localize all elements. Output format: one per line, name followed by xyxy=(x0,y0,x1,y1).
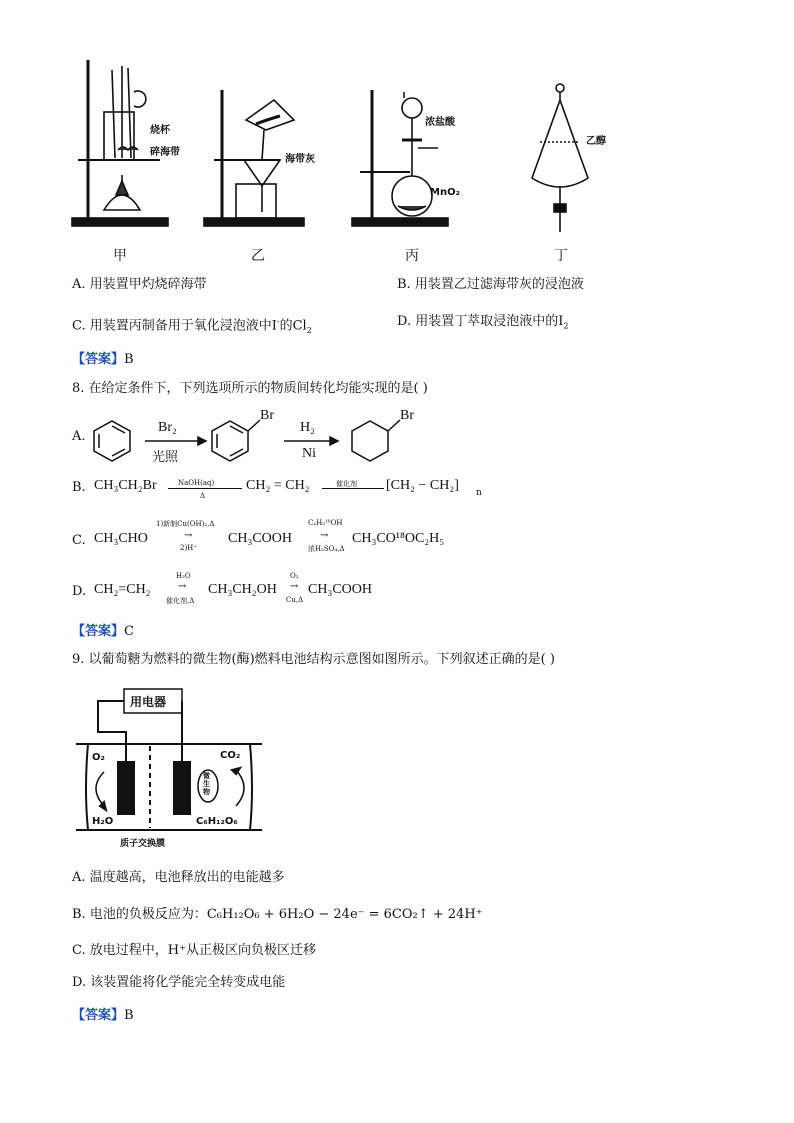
yi-label-ash: 海带灰 xyxy=(285,154,315,165)
q7-option-c: C. 用装置丙制备用于氧化浸泡液中I-的$Cl_2$ xyxy=(72,317,312,335)
q8a-br-2: Br xyxy=(400,408,414,423)
q8a-reagent-2: H₂ xyxy=(300,420,315,435)
q7-option-d: D. 用装置丁萃取浸泡液中的$I_2$ xyxy=(397,314,569,331)
q8d-r2: O₂ xyxy=(290,572,299,580)
q8-option-a-label: A. xyxy=(72,429,86,444)
q8c-arrow-2: → xyxy=(320,530,329,541)
q9-answer: 【答案】B xyxy=(72,1008,134,1023)
caption-yi: 乙 xyxy=(251,248,265,264)
bing-label-hcl: 浓盐酸 xyxy=(425,117,455,128)
q8a-reagent-1: Br₂ xyxy=(158,420,177,435)
caption-bing: 丙 xyxy=(405,248,419,264)
q7-answer: 【答案】B xyxy=(72,352,134,367)
q8c-s3: CH₃CO¹⁸OC₂H₅ xyxy=(352,531,445,546)
fuel-cell-device-label: 用电器 xyxy=(130,695,167,709)
q9-option-c: C. 放电过程中，H⁺从正极区向负极区迁移 xyxy=(72,943,316,958)
caption-jia: 甲 xyxy=(113,248,127,264)
q8d-s3: CH₃COOH xyxy=(308,582,372,597)
q8-option-b-label: B. xyxy=(72,480,86,495)
q8b-r2: 催化剂 xyxy=(336,480,357,488)
q7-option-b: B. 用装置乙过滤海带灰的浸泡液 xyxy=(397,277,584,292)
bing-label-mno2: MnO₂ xyxy=(430,187,460,198)
q8d-r1: H₂O xyxy=(176,572,191,580)
jia-label-seaweed: 碎海带 xyxy=(150,147,180,158)
q8c-r2: C₂H₅¹⁸OH xyxy=(308,519,343,527)
negative-electrode xyxy=(174,762,190,814)
q8b-s3: [CH₂ − CH₂] xyxy=(386,478,459,493)
q8c-r1: 1)新制Cu(OH)₂,Δ xyxy=(156,520,215,528)
fuel-cell-microbe: 微生物 xyxy=(203,771,210,796)
q9-stem: 9. 以葡萄糖为燃料的微生物(酶)燃料电池结构示意图如图所示。下列叙述正确的是( ) xyxy=(72,652,555,667)
q8d-c1: 催化剂,Δ xyxy=(166,597,195,605)
q8d-c2: Cu,Δ xyxy=(286,596,304,604)
q8c-s1: CH₃CHO xyxy=(94,531,148,546)
caption-ding: 丁 xyxy=(554,248,568,264)
q9-option-a: A. 温度越高，电池释放出的电能越多 xyxy=(72,870,285,885)
q8a-cond-2: Ni xyxy=(302,446,316,461)
q8b-r1: NaOH(aq) xyxy=(178,479,215,487)
q8-option-d-label: D. xyxy=(72,584,87,599)
fuel-cell-membrane-label: 质子交换膜 xyxy=(120,839,166,849)
fuel-cell-o2: O₂ xyxy=(92,752,105,763)
jia-label-beaker: 烧杯 xyxy=(150,125,170,136)
q8-option-c-label: C. xyxy=(72,533,86,548)
q8b-n: n xyxy=(476,488,482,498)
q9-option-d: D. 该装置能将化学能完全转变成电能 xyxy=(72,975,286,990)
ding-label-ethanol: 乙醇 xyxy=(586,136,606,147)
q8b-c1: Δ xyxy=(200,492,206,500)
q8c-c2: 浓H₂SO₄,Δ xyxy=(308,545,345,553)
q8d-arrow-2: → xyxy=(290,581,299,592)
q8c-c1: 2)H⁺ xyxy=(180,544,197,552)
q8b-s2: CH₂ = CH₂ xyxy=(246,478,310,493)
q9-option-b: B. 电池的负极反应为：C₆H₁₂O₆ + 6H₂O − 24e⁻ = 6CO₂↑ + 24H⁺ xyxy=(72,907,483,922)
q8-stem: 8. 在给定条件下，下列选项所示的物质间转化均能实现的是( ) xyxy=(72,381,428,396)
q8d-arrow-1: → xyxy=(178,581,187,592)
q8d-s1: CH₂=CH₂ xyxy=(94,582,151,597)
q7-option-a: A. 用装置甲灼烧碎海带 xyxy=(72,277,207,292)
q8a-cond-1: 光照 xyxy=(152,449,179,464)
q8c-arrow-1: → xyxy=(184,530,193,541)
q8d-s2: CH₃CH₂OH xyxy=(208,582,277,597)
q8a-br-1: Br xyxy=(260,408,274,423)
q8b-s1: CH₃CH₂Br xyxy=(94,478,157,493)
fuel-cell-co2: CO₂ xyxy=(220,750,241,761)
q8-answer: 【答案】C xyxy=(72,624,134,639)
positive-electrode xyxy=(118,762,134,814)
q8c-s2: CH₃COOH xyxy=(228,531,292,546)
fuel-cell-h2o: H₂O xyxy=(92,816,114,827)
fuel-cell-glucose: C₆H₁₂O₆ xyxy=(196,816,238,827)
